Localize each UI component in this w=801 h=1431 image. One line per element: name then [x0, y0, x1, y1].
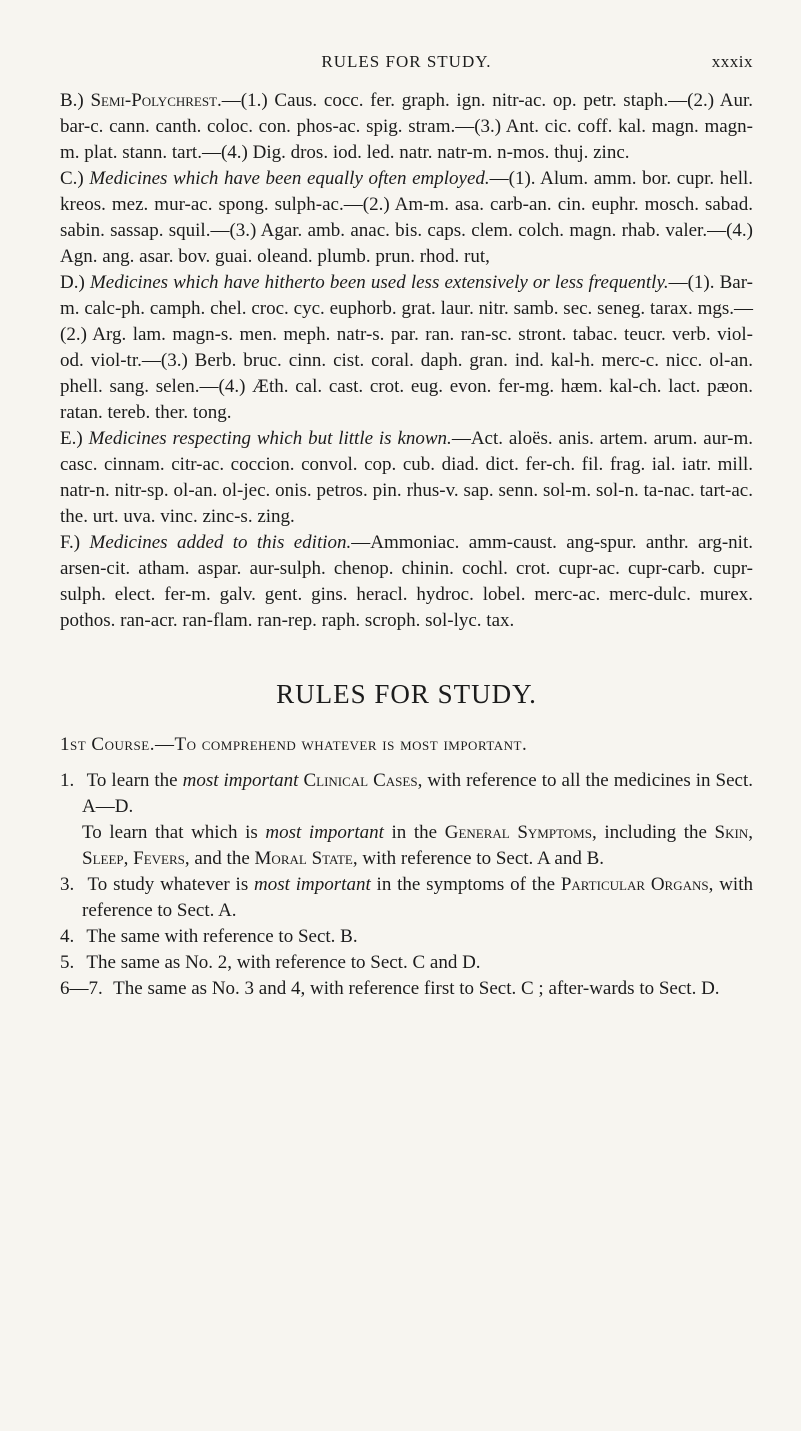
small-caps-text: Skin	[714, 822, 749, 843]
rule-text: in the	[383, 822, 445, 843]
study-rule	[60, 820, 753, 872]
running-head	[60, 52, 753, 74]
entry-lead: Medicines which have hitherto been used less extensively or less frequently.	[89, 272, 669, 293]
study-rule	[60, 976, 753, 1002]
small-caps-text: Particular Organs	[560, 874, 709, 895]
rule-text: The same with reference to Sect. B.	[86, 926, 358, 947]
rule-text: To learn the	[86, 770, 183, 791]
rule-text: , including the	[591, 822, 715, 843]
course-text: —To comprehend whatever is most important.	[154, 734, 528, 755]
small-caps-text: Moral State	[254, 848, 353, 869]
rule-text: ,	[123, 848, 134, 869]
rule-number: 1.	[60, 770, 75, 791]
medicine-entry	[60, 426, 753, 530]
rule-number: 4.	[60, 926, 75, 947]
entry-marker: C.)	[60, 168, 84, 189]
entry-lead: Medicines respecting which but little is known.	[88, 428, 452, 449]
rule-text: To study whatever is	[87, 874, 255, 895]
rule-text: , with reference to Sect. A and B.	[352, 848, 605, 869]
rule-text: The same as No. 2, with reference to Sect. C and D.	[86, 952, 481, 973]
entry-marker: D.)	[60, 272, 85, 293]
course-label: 1st Course.	[60, 734, 155, 755]
study-rule	[60, 950, 753, 976]
entry-text: —(1.) Caus. cocc. fer. graph. ign. nitr-ac. op. petr. staph.—(2.) Aur. bar-c. cann. canth. coloc. con. phos-ac. spig. stram.—(3.) Ant. cic. coff. kal. magn. magn-m. plat. stann. tart.—(4.) Dig. dros. iod. led. natr. natr-m. n-mos. thuj. zinc.	[60, 90, 754, 163]
medicine-entry	[60, 166, 753, 270]
emphasis-text: most important	[182, 770, 299, 791]
rule-text: ,	[748, 822, 753, 843]
rule-text: To learn that which is	[82, 822, 266, 843]
entry-text: —(1). Alum. amm. bor. cupr. hell. kreos. mez. mur-ac. spong. sulph-ac.—(2.) Am-m. asa. carb-an. cin. euphr. mosch. sabad. sabin. sassap. squil.—(3.) Agar. amb. anac. bis. caps. clem. colch. magn. rhab. valer.—(4.) Agn. ang. asar. bov. guai. oleand. plumb. prun. rhod. rut,	[60, 168, 754, 267]
entry-marker: B.)	[60, 90, 84, 111]
rule-text: , and the	[184, 848, 255, 869]
running-head-title: RULES FOR STUDY.	[321, 52, 492, 71]
rule-text: in the symptoms of the	[370, 874, 561, 895]
medicine-classification-list	[60, 88, 753, 634]
entry-text: —Ammoniac. amm-caust. ang-spur. anthr. arg-nit. arsen-cit. atham. aspar. aur-sulph. chenop. chinin. cochl. crot. cupr-ac. cupr-carb. cupr-sulph. elect. fer-m. galv. gent. gins. heracl. hydroc. lobel. merc-ac. merc-dulc. murex. pothos. ran-acr. ran-flam. ran-rep. raph. scroph. sol-lyc. tax.	[60, 532, 753, 631]
small-caps-text: General Symptoms	[444, 822, 592, 843]
page-body	[60, 88, 753, 1002]
medicine-entry	[60, 270, 753, 426]
study-rules-list	[60, 768, 753, 1002]
rule-number: 3.	[60, 874, 75, 895]
entry-text: —Act. aloës. anis. artem. arum. aur-m. casc. cinnam. citr-ac. coccion. convol. cop. cub. diad. dict. fer-ch. fil. frag. ial. iatr. mill. natr-n. nitr-sp. ol-an. ol-jec. onis. petros. pin. rhus-v. sap. senn. sol-m. sol-n. ta-nac. tart-ac. the. urt. uva. vinc. zinc-s. zing.	[60, 428, 754, 527]
entry-marker: E.)	[60, 428, 83, 449]
study-rule	[60, 768, 753, 820]
rule-number: 6—7.	[60, 978, 103, 999]
entry-lead: Semi-Polychrest.	[90, 90, 222, 111]
entry-text: —(1). Bar-m. calc-ph. camph. chel. croc. cyc. euphorb. grat. laur. nitr. samb. sec. seneg. tarax. mgs.—(2.) Arg. lam. magn-s. men. meph. natr-s. par. ran. ran-sc. stront. tabac. teucr. verb. viol-od. viol-tr.—(3.) Berb. bruc. cinn. cist. coral. daph. gran. ind. kal-h. merc-c. nicc. ol-an. phell. sang. selen.—(4.) Æth. cal. cast. crot. eug. evon. fer-mg. hæm. kal-ch. lact. pæon. ratan. tereb. ther. tong.	[60, 272, 753, 423]
medicine-entry	[60, 530, 753, 634]
rule-text: , with reference to Sect. A.	[82, 874, 753, 921]
small-caps-text: Clinical Cases	[303, 770, 418, 791]
entry-lead: Medicines added to this edition.	[89, 532, 352, 553]
page-number: xxxix	[711, 52, 753, 71]
study-rule	[60, 924, 753, 950]
medicine-entry	[60, 88, 753, 166]
emphasis-text: most important	[265, 822, 384, 843]
small-caps-text: Sleep	[82, 848, 124, 869]
course-heading	[60, 732, 753, 758]
rule-text: , with reference to all the medicines in Sect. A—D.	[82, 770, 753, 817]
entry-lead: Medicines which have been equally often employed.	[89, 168, 490, 189]
entry-marker: F.)	[60, 532, 81, 553]
study-rule	[60, 872, 753, 924]
rule-text: The same as No. 3 and 4, with reference first to Sect. C ; after-wards to Sect. D.	[113, 978, 720, 999]
rule-number: 5.	[60, 952, 75, 973]
emphasis-text: most important	[254, 874, 371, 895]
small-caps-text: Fevers	[133, 848, 185, 869]
section-heading: RULES FOR STUDY.	[276, 679, 537, 709]
